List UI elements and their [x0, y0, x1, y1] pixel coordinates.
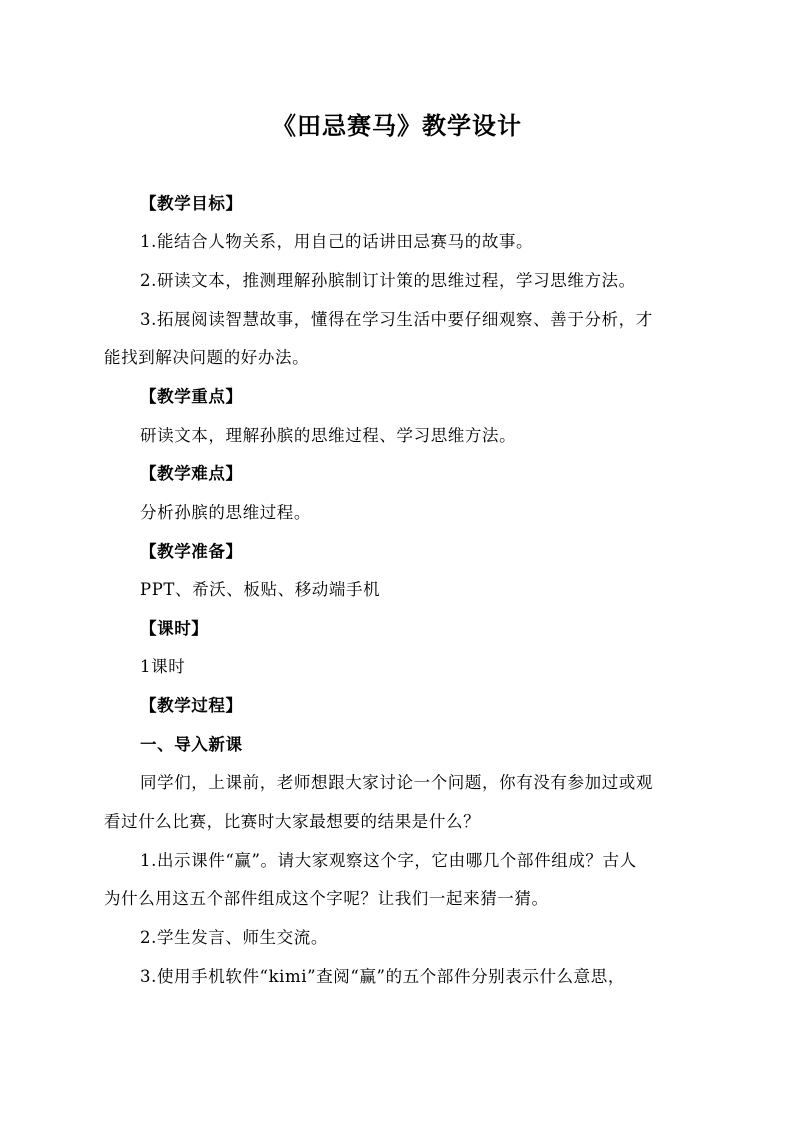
section-heading-objectives: 【教学目标】 [140, 194, 243, 213]
section-heading-preparation: 【教学准备】 [140, 542, 243, 561]
paragraph-line: 为什么用这五个部件组成这个字呢？让我们一起来猜一猜。 [104, 889, 549, 908]
paragraph-line: 3.拓展阅读智慧故事，懂得在学习生活中要仔细观察、善于分析，才 [140, 310, 653, 329]
paragraph-line: 3.使用手机软件“kimi”查阅“赢”的五个部件分别表示什么意思， [140, 967, 625, 986]
paragraph-line: 2.研读文本，推测理解孙膑制订计策的思维过程，学习思维方法。 [140, 271, 636, 290]
subsection-heading-introduction: 一、导入新课 [140, 735, 243, 754]
section-heading-key-points: 【教学重点】 [140, 387, 243, 406]
paragraph-line: 2.学生发言、师生交流。 [140, 928, 328, 947]
section-heading-class-hours: 【课时】 [140, 619, 209, 638]
paragraph-line: 看过什么比赛，比赛时大家最想要的结果是什么？ [104, 812, 481, 831]
document-title: 《田忌赛马》教学设计 [272, 112, 522, 140]
paragraph-line: PPT、希沃、板贴、移动端手机 [140, 580, 381, 599]
paragraph-line: 1.能结合人物关系，用自己的话讲田忌赛马的故事。 [140, 232, 534, 251]
paragraph-line: 同学们，上课前，老师想跟大家讨论一个问题，你有没有参加过或观 [140, 773, 653, 792]
paragraph-line: 研读文本，理解孙膑的思维过程、学习思维方法。 [140, 426, 517, 445]
section-heading-process: 【教学过程】 [140, 696, 243, 715]
section-heading-difficulties: 【教学难点】 [140, 464, 243, 483]
paragraph-line: 1.出示课件“赢”。请大家观察这个字，它由哪几个部件组成？古人 [140, 851, 637, 870]
paragraph-line: 能找到解决问题的好办法。 [104, 348, 310, 367]
paragraph-line: 分析孙膑的思维过程。 [140, 503, 311, 522]
paragraph-line: 1课时 [140, 657, 186, 676]
